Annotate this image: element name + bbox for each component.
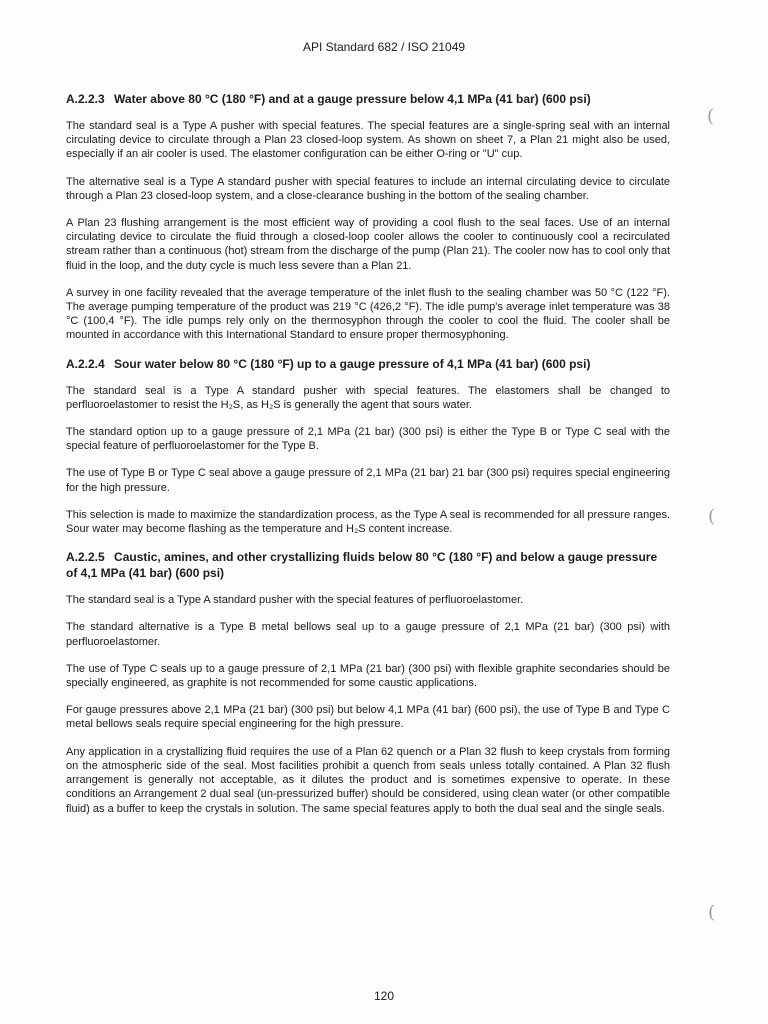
paragraph: For gauge pressures above 2,1 MPa (21 bar) (300 psi) but below 4,1 MPa (41 bar) (600 psi), the use of Type B and Type C metal bellows seals require special engineering for the high pressure. — [66, 704, 670, 731]
section-heading — [66, 356, 670, 372]
paragraph: A survey in one facility revealed that the average temperature of the inlet flush to the sealing chamber was 50 °C (122 °F). The average pumping temperature of the product was 219 °C (426,2 °F). The idle pump's average inlet temperature was 38 °C (100,4 °F). The idle pumps rely only on the thermosyphon through the cooler to cool the fluid. The cooler shall be mounted in accordance with this International Standard to ensure proper thermosyphoning. — [66, 286, 670, 342]
paragraph: The use of Type B or Type C seal above a gauge pressure of 2,1 MPa (21 bar) 21 bar (300 psi) requires special engineering for the high pressure. — [66, 467, 670, 494]
paragraph: The standard option up to a gauge pressure of 2,1 MPa (21 bar) (300 psi) is either the Type B or Type C seal with the special feature of perfluoroelastomer for the Type B. — [66, 426, 670, 453]
paragraph: The standard seal is a Type A pusher with special features. The special features are a single-spring seal with an internal circulating device to circulate through a Plan 23 closed-loop system. As shown on sheet 7, a Plan 21 might also be used, especially if an air cooler is used. The elastomer configuration can be either O-ring or "U" cup. — [66, 120, 670, 161]
section-number: A.2.2.4 — [66, 356, 105, 371]
paragraph: The standard seal is a Type A standard pusher with the special features of perfluoroelastomer. — [66, 594, 524, 607]
margin-bracket-mark: ( — [708, 902, 716, 923]
margin-bracket-mark: ( — [707, 106, 715, 127]
section-title: Caustic, amines, and other crystallizing fluids below 80 °C (180 °F) and below a gauge pressure of 4,1 MPa (41 bar) (600 psi) — [66, 550, 658, 581]
page-number: 120 — [373, 989, 395, 1003]
section-number: A.2.2.3 — [66, 92, 105, 106]
section-heading — [66, 91, 670, 107]
section-title: Sour water below 80 °C (180 °F) up to a gauge pressure of 4,1 MPa (41 bar) (600 psi) — [114, 356, 591, 371]
document-body — [66, 91, 670, 829]
page-header: API Standard 682 / ISO 21049 — [302, 40, 466, 54]
section-number: A.2.2.5 — [66, 550, 105, 565]
paragraph: A Plan 23 flushing arrangement is the most efficient way of providing a cool flush to the seal faces. Use of an internal circulating device to circulate the fluid through a closed-loop cooler allows the cooler to continuously cool a recirculated stream rather than a continuous (hot) stream from the discharge of the pump (Plan 21). The cooler now has to cool only that fluid in the loop, and the duty cycle is much less severe than a Plan 21. — [66, 217, 670, 272]
paragraph: The use of Type C seals up to a gauge pressure of 2,1 MPa (21 bar) (300 psi) with flexible graphite secondaries should be specially engineered, as graphite is not recommended for some caustic applications. — [66, 662, 670, 690]
paragraph: The standard alternative is a Type B metal bellows seal up to a gauge pressure of 2,1 MPa (21 bar) (300 psi) with perfluoroelastomer. — [66, 621, 670, 648]
paragraph: The alternative seal is a Type A standard pusher with special features to include an internal circulating device to circulate through a Plan 23 closed-loop system, and a close-clearance bushing in the bottom of the sealing chamber. — [66, 175, 670, 202]
section-title: Water above 80 °C (180 °F) and at a gauge pressure below 4,1 MPa (41 bar) (600 psi) — [114, 92, 591, 106]
margin-bracket-mark: ( — [708, 506, 716, 527]
paragraph: Any application in a crystallizing fluid requires the use of a Plan 62 quench or a Plan 32 flush to keep crystals from forming on the atmospheric side of the seal. Most facilities prohibit a quench from seals unless totally contained. A Plan 32 flush arrangement is generally not acceptable, as it dilutes the product and is sometimes expensive to operate. In these conditions an Arrangement 2 dual seal (un-pressurized buffer) should be considered, using clean water (or other compatible fluid) as a buffer to keep the crystals in solution. The same special features apply to both the dual seal and the single seals. — [66, 745, 670, 815]
paragraph: The standard seal is a Type A standard pusher with special features. The elastomers shall be changed to perfluoroelastomer to resist the H₂S, as H₂S is generally the agent that sours water. — [66, 384, 670, 411]
section-heading — [66, 549, 670, 581]
paragraph: This selection is made to maximize the standardization process, as the Type A seal is recommended for all pressure ranges. Sour water may become flashing as the temperature and H₂S content increase. — [66, 508, 670, 536]
